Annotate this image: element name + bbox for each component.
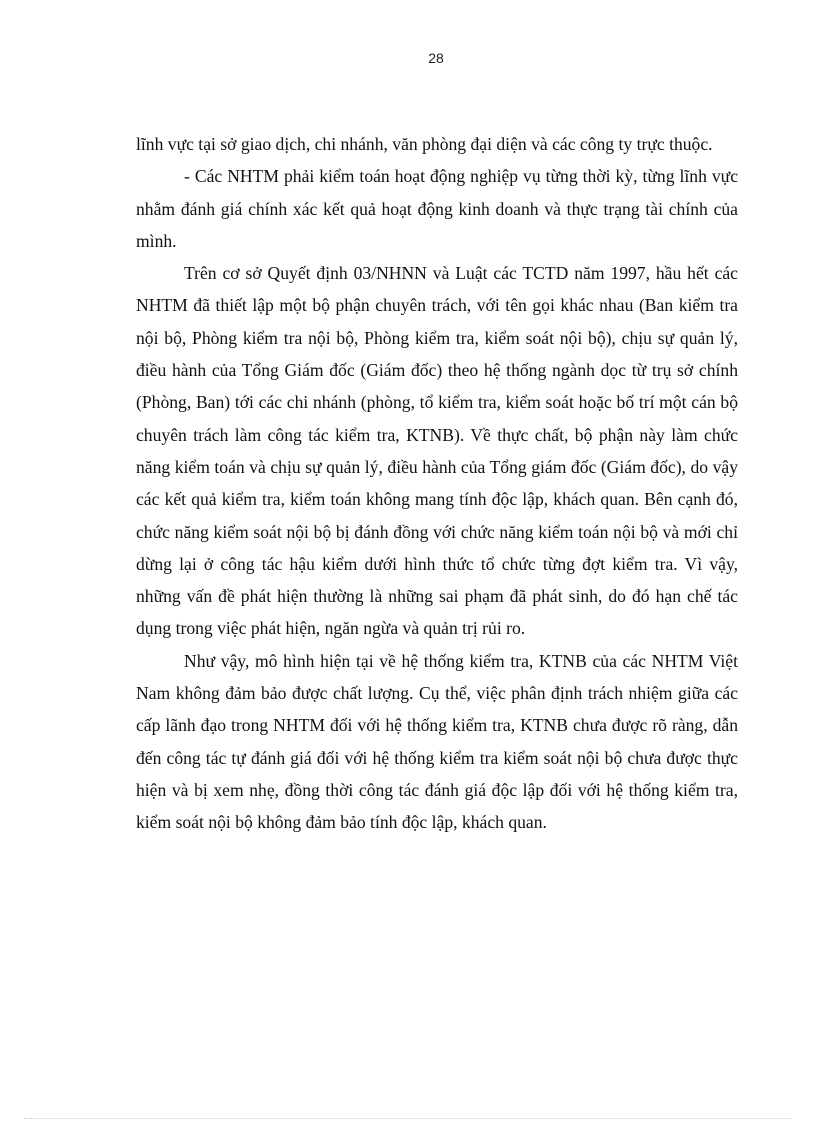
paragraph-current-model-assessment: Như vậy, mô hình hiện tại về hệ thống kiểm tra, KTNB của các NHTM Việt Nam không đảm bảo được chất lượng. Cụ thể, việc phân định trách nhiệm giữa các cấp lãnh đạo trong NHTM đối với hệ thống kiểm tra, KTNB chưa được rõ ràng, dẫn đến công tác tự đánh giá đối với hệ thống kiểm tra kiểm soát nội bộ chưa được thực hiện và bị xem nhẹ, đồng thời công tác đánh giá độc lập đối với hệ thống kiểm tra, kiểm soát nội bộ không đảm bảo tính độc lập, khách quan. — [136, 650, 738, 833]
paragraph-bullet-audit: - Các NHTM phải kiểm toán hoạt động nghiệp vụ từng thời kỳ, từng lĩnh vực nhằm đánh giá chính xác kết quả hoạt động kinh doanh và thực trạng tài chính của mình. — [136, 166, 738, 251]
document-body — [136, 128, 738, 839]
paragraph-internal-control-units: Trên cơ sở Quyết định 03/NHNN và Luật các TCTD năm 1997, hầu hết các NHTM đã thiết lập một bộ phận chuyên trách, với tên gọi khác nhau (Ban kiểm tra nội bộ, Phòng kiểm tra nội bộ, Phòng kiểm tra, kiểm soát nội bộ), chịu sự quản lý, điều hành của Tổng Giám đốc (Giám đốc) theo hệ thống ngành dọc từ trụ sở chính (Phòng, Ban) tới các chi nhánh (phòng, tổ kiểm tra, kiểm soát hoặc bố trí một cán bộ chuyên trách làm công tác kiểm tra, KTNB). Về thực chất, bộ phận này làm chức năng kiểm toán và chịu sự quản lý, điều hành của Tổng giám đốc (Giám đốc), do vậy các kết quả kiểm tra, kiểm toán không mang tính độc lập, khách quan. Bên cạnh đó, chức năng kiểm soát nội bộ bị đánh đồng với chức năng kiểm toán nội bộ và mới chỉ dừng lại ở công tác hậu kiểm dưới hình thức tổ chức từng đợt kiểm tra. Vì vậy, những vấn đề phát hiện thường là những sai phạm đã phát sinh, do đó hạn chế tác dụng trong việc phát hiện, ngăn ngừa và quản trị rủi ro. — [136, 263, 738, 639]
paragraph-continuation: lĩnh vực tại sở giao dịch, chi nhánh, văn phòng đại diện và các công ty trực thuộc. — [136, 134, 713, 154]
page-bottom-divider — [24, 1118, 792, 1119]
page-number: 28 — [428, 50, 444, 66]
